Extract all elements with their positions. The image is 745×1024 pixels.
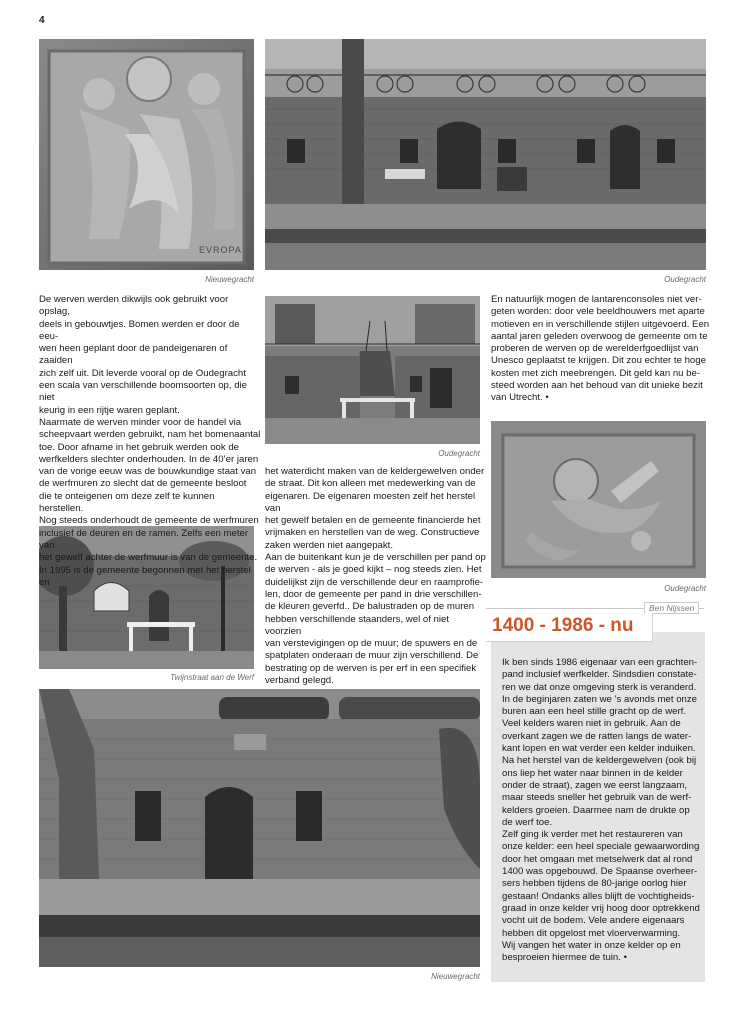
col1-line-14: inclusief de deuren en de ramen. Zelfs een meter van (39, 527, 249, 551)
article-column-3 (491, 294, 713, 405)
sidebar-line-15: onze kelder: een heel speciale gewaarwording (502, 841, 700, 853)
col2-line-14: bestrating op de werven is per erf in een specifiek (265, 662, 477, 674)
sidebar-line-11: maar steeds sneller het gebruik van de werf- (502, 792, 692, 804)
col2-line-0: het waterdicht maken van de keldergewelven onder (265, 466, 485, 477)
col2-line-12: van verstevigingen op de muur; de spuwers en de (265, 638, 478, 650)
sidebar-line-18: sers hebben tijdens de 80-jarige oorlog hier (502, 878, 687, 890)
caption-photo-5: Twijnstraat aan de Werf (170, 673, 254, 682)
col2-line-13: spatplaten onderaan de muur zijn verschillend. De (265, 650, 479, 662)
col3-line-5: Unesco geplaatst te krijgen. Dit zou echter te hoge (491, 355, 706, 367)
article-column-2 (265, 466, 487, 687)
caption-photo-6: Nieuwegracht (431, 972, 480, 981)
col1-line-11: de werfmuren zo slecht dat de gemeente besloot (39, 478, 247, 490)
sidebar-line-12: kelders groeien. Daarmee nam de drukte op (502, 804, 690, 816)
col3-line-8: van Utrecht. • (491, 392, 549, 404)
col1-line-12: die te onteigenen om deze zelf te kunnen herstellen. (39, 490, 215, 515)
sidebar-line-8: Na het herstel van de keldergewelven (ook bij (502, 755, 697, 767)
col1-line-1: deels in gebouwtjes. Bomen werden er door de eeu- (39, 318, 240, 342)
col1-line-15: het gewelf achter de werfmuur is van de gemeente. (39, 552, 258, 564)
sidebar-line-21: vocht uit de bodem. Vele andere eigenaars (502, 915, 685, 927)
photo-oudegracht-wharf (265, 39, 706, 270)
sidebar-line-22: hebben dit opgelost met vloerverwarming. (502, 927, 681, 939)
caption-photo-3: Oudegracht (438, 449, 480, 458)
col3-line-4: proberen de werven op de werelderfgoedlijst van (491, 343, 699, 355)
col1-line-0: De werven werden dikwijls ook gebruikt voor opslag, (39, 294, 229, 318)
col2-line-7: de werven - als je goed kijkt – nog steeds zien. Het (265, 564, 482, 576)
sidebar-line-20: graad in onze kelder vrij hoog door optrekkend (502, 902, 700, 914)
col1-line-9: werfkelders slechter onderhouden. In de 40’er jaren (39, 453, 259, 465)
col2-line-15: verband gelegd. (265, 675, 334, 687)
sidebar-heading: 1400 - 1986 - nu (492, 615, 634, 636)
photo-nieuwegracht-wharf (39, 689, 480, 967)
sidebar-line-14: Zelf ging ik verder met het restaureren van (502, 829, 683, 841)
sidebar-line-16: door het omgaan met metselwerk dat al rond (502, 853, 693, 865)
col2-line-5: zaken werden niet aangepakt. (265, 539, 394, 551)
sidebar-line-1: pand inclusief werfkelder. Sindsdien constate- (502, 669, 697, 681)
relief-inscription: EVROPA (199, 245, 242, 255)
col1-line-6: Naarmate de werven minder voor de handel via (39, 416, 242, 428)
caption-photo-2: Oudegracht (664, 275, 706, 284)
col3-line-2: motieven en in verschillende stijlen uitgevoerd. Een (491, 318, 710, 330)
col2-line-1: de straat. Dit kon alleen met medewerking van de (265, 478, 476, 490)
caption-photo-1: Nieuwegracht (205, 275, 254, 284)
col3-line-7: steed worden aan het behoud van dit unieke bezit (491, 380, 703, 392)
col2-line-2: eigenaren. De eigenaren moesten zelf het herstel van (265, 490, 476, 514)
sidebar-line-24: besproeien hiermee de tuin. • (502, 952, 627, 964)
col2-line-10: de kleuren geverfd.. De balustraden op de muren (265, 601, 475, 613)
sidebar-line-9: ons liep het water naar binnen in de kelder (502, 767, 683, 779)
col1-line-8: toe. Door afname in het gebruik werden ook de (39, 441, 239, 453)
page-number: 4 (39, 15, 45, 26)
caption-photo-4: Oudegracht (664, 584, 706, 593)
sidebar-line-5: Veel kelders waren niet in gebruik. Aan de (502, 718, 681, 730)
col1-line-3: zich zelf uit. Dit leverde vooral op de Oudegracht (39, 367, 246, 379)
author-name: Ben Nijssen (644, 602, 699, 614)
col1-line-16: In 1995 is de gemeente begonnen met het herstel en (39, 564, 251, 588)
col2-line-8: duidelijkst zijn de verschillende deur en raamprofie- (265, 576, 484, 588)
col2-line-4: vrijmaken en herstellen van de weg. Constructieve (265, 527, 480, 539)
col1-line-10: van de vorige eeuw was de bouwkundige staat van (39, 466, 257, 478)
col3-line-1: geten worden: door vele beeldhouwers met aparte (491, 306, 705, 318)
col2-line-6: Aan de buitenkant kun je de verschillen per pand op (265, 552, 486, 564)
col3-line-3: aantal jaren geleden overwoog de gemeente om te (491, 330, 708, 342)
sidebar-line-7: kant lopen en wat verder een kelder induiken. (502, 743, 696, 755)
col2-line-11: hebben verschillende staanders, wel of niet voorzien (265, 613, 449, 637)
sidebar-line-0: Ik ben sinds 1986 eigenaar van een grachten- (502, 657, 698, 668)
photo-europa-relief (39, 39, 254, 270)
sidebar-line-10: onder de straat), zagen we eerst langzaam, (502, 779, 688, 791)
sidebar-line-13: de werf toe. (502, 816, 553, 828)
article-column-1 (39, 294, 261, 589)
photo-oudegracht-staircase (265, 296, 480, 444)
col3-line-6: kosten met zich meebrengen. Dit geld kan nu be- (491, 367, 701, 379)
sidebar-line-2: ren we dat onze omgeving sterk is veranderd. (502, 681, 697, 693)
sidebar-line-3: In de beginjaren zaten we ’s avonds met onze (502, 693, 698, 705)
col2-line-9: len, door de gemeente per pand in drie verschillen- (265, 588, 482, 600)
sidebar-line-19: gestaan! Ondanks alles blijft de vochtigheids- (502, 890, 695, 902)
col1-line-2: wen heen geplant door de pandeigenaren of zaaiden (39, 343, 228, 367)
col3-line-0: En natuurlijk mogen de lantarenconsoles niet ver- (491, 294, 702, 305)
sidebar-line-17: 1400 was opgebouwd. De Spaanse overheer- (502, 866, 698, 878)
col1-line-13: Nog steeds onderhoudt de gemeente de werfmuren (39, 515, 259, 527)
col2-line-3: het gewelf betalen en de gemeente financierde het (265, 515, 481, 527)
sidebar-line-6: overkant zagen we de ratten langs de water- (502, 730, 692, 742)
sidebar-line-23: Wij vangen het water in onze kelder op en (502, 939, 681, 951)
sidebar-text (502, 657, 702, 964)
photo-oudegracht-relief (491, 421, 706, 578)
col1-line-7: scheepvaart werden gebruikt, nam het bomenaantal (39, 429, 261, 441)
sidebar-line-4: buren aan een heel stille gracht op de werf. (502, 706, 687, 718)
col1-line-4: een scala van verschillende boomsoorten op, die niet (39, 380, 247, 404)
col1-line-5: keurig in een rijtje waren geplant. (39, 404, 180, 416)
